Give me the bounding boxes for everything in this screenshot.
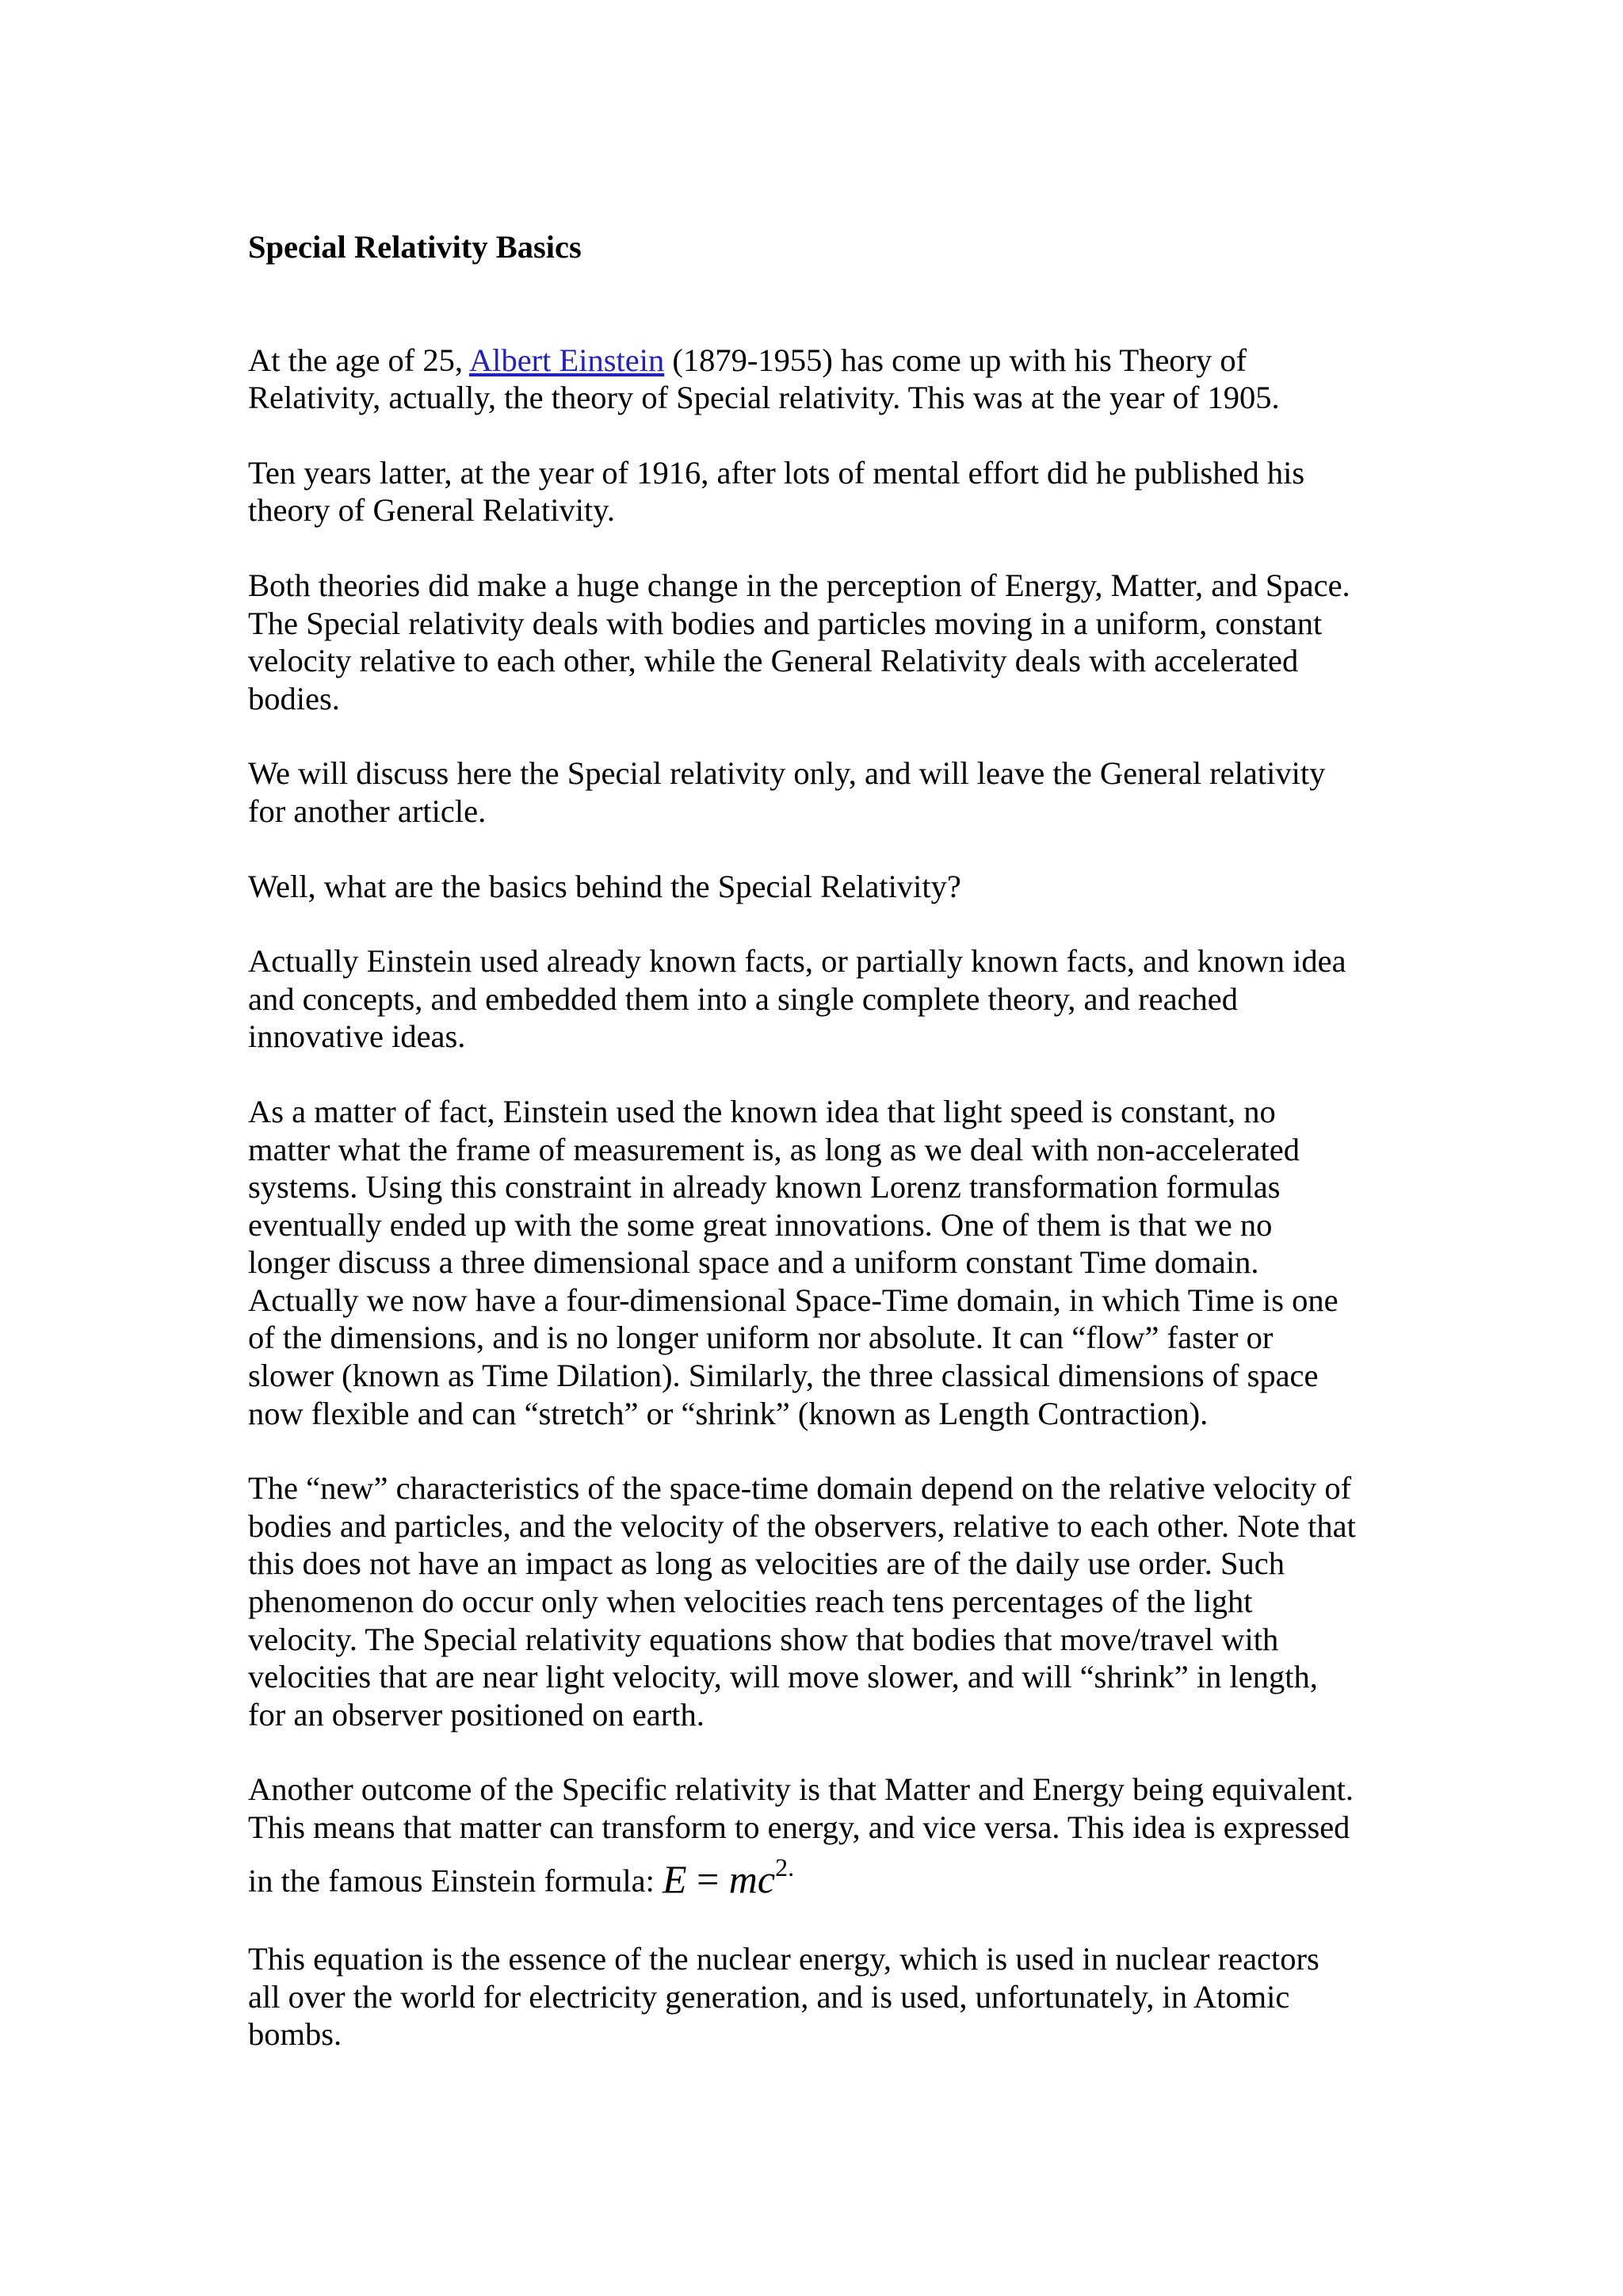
albert-einstein-link[interactable]: Albert Einstein [468, 342, 665, 378]
formula-energy-symbol: E [663, 1857, 687, 1902]
paragraph-7-line: As a matter of fact, Einstein used the known idea that light speed is constant, no [248, 1093, 1276, 1129]
paragraph-7-line: slower (known as Time Dilation). Similarly, the three classical dimensions of space [248, 1358, 1319, 1394]
paragraph-10-line: all over the world for electricity generation, and is used, unfortunately, in Atomic [248, 1978, 1290, 2015]
paragraph-6-line: innovative ideas. [248, 1018, 466, 1055]
paragraph-6-line: Actually Einstein used already known facts, or partially known facts, and known idea [248, 943, 1346, 980]
paragraph-3-line: The Special relativity deals with bodies and particles moving in a uniform, constant [248, 605, 1323, 641]
paragraph-4-line: We will discuss here the Special relativity only, and will leave the General relativity [248, 755, 1326, 792]
paragraph-8-line: bodies and particles, and the velocity of the observers, relative to each other. Note that [248, 1507, 1356, 1544]
paragraph-6 [248, 942, 1405, 1056]
formula-intro-text: in the famous Einstein formula: [248, 1862, 663, 1899]
paragraph-3-line: Both theories did make a huge change in the perception of Energy, Matter, and Space. [248, 567, 1350, 603]
paragraph-3-line: velocity relative to each other, while the General Relativity deals with accelerated [248, 643, 1299, 679]
paragraph-1-text-before-link: At the age of 25, [248, 342, 469, 378]
paragraph-2-line: theory of General Relativity. [248, 492, 615, 529]
paragraph-1-text-after-link: (1879-1955) has come up with his Theory of [664, 342, 1247, 378]
formula-exponent: 2. [775, 1852, 795, 1881]
paragraph-8-line: this does not have an impact as long as velocities are of the daily use order. Such [248, 1545, 1285, 1582]
paragraph-1-line-2: Relativity, actually, the theory of Special relativity. This was at the year of 1905. [248, 380, 1280, 416]
paragraph-4 [248, 755, 1405, 830]
paragraph-5 [248, 868, 1405, 906]
paragraph-3 [248, 567, 1405, 717]
paragraph-10-line: bombs. [248, 2016, 342, 2053]
paragraph-8-line: phenomenon do occur only when velocities reach tens percentages of the light [248, 1584, 1253, 1620]
paragraph-8-line: velocity. The Special relativity equations show that bodies that move/travel with [248, 1621, 1279, 1657]
paragraph-7-line: of the dimensions, and is no longer uniform nor absolute. It can “flow” faster or [248, 1320, 1274, 1356]
paragraph-1-line-1 [248, 342, 1405, 380]
paragraph-9 [248, 1771, 1405, 1903]
paragraph-5-line: Well, what are the basics behind the Special Relativity? [248, 868, 961, 904]
paragraph-2-line: Ten years latter, at the year of 1916, after lots of mental effort did he published his [248, 454, 1305, 491]
paragraph-4-line: for another article. [248, 793, 487, 829]
document-page [248, 228, 1405, 2053]
paragraph-6-line: and concepts, and embedded them into a single complete theory, and reached [248, 980, 1239, 1017]
formula-mass-light-symbol: mc [728, 1857, 776, 1902]
paragraph-7-line: eventually ended up with the some great innovations. One of them is that we no [248, 1206, 1273, 1243]
paragraph-7-line: longer discuss a three dimensional space and a uniform constant Time domain. [248, 1244, 1259, 1281]
paragraph-9-line: This means that matter can transform to energy, and vice versa. This idea is expressed [248, 1809, 1350, 1845]
einstein-formula [663, 1852, 795, 1902]
paragraph-1 [248, 342, 1405, 417]
paragraph-7 [248, 1093, 1405, 1432]
formula-equals: = [686, 1857, 729, 1902]
paragraph-8-line: for an observer positioned on earth. [248, 1696, 705, 1733]
paragraph-7-line: matter what the frame of measurement is, as long as we deal with non-accelerated [248, 1131, 1300, 1167]
paragraph-7-line: Actually we now have a four-dimensional Space-Time domain, in which Time is one [248, 1282, 1338, 1318]
paragraph-7-line: now flexible and can “stretch” or “shrink” (known as Length Contraction). [248, 1395, 1209, 1431]
paragraph-8 [248, 1469, 1405, 1733]
paragraph-7-line: systems. Using this constraint in already known Lorenz transformation formulas [248, 1169, 1281, 1205]
paragraph-8-line: The “new” characteristics of the space-time domain depend on the relative velocity of [248, 1470, 1352, 1507]
paragraph-9-line: Another outcome of the Specific relativity is that Matter and Energy being equivalent. [248, 1771, 1354, 1808]
paragraph-8-line: velocities that are near light velocity, will move slower, and will “shrink” in length, [248, 1659, 1318, 1695]
paragraph-2 [248, 454, 1405, 529]
paragraph-9-formula-line [248, 1847, 1405, 1904]
paragraph-3-line: bodies. [248, 680, 340, 716]
document-title: Special Relativity Basics [248, 229, 582, 265]
paragraph-10 [248, 1940, 1405, 2053]
paragraph-10-line: This equation is the essence of the nuclear energy, which is used in nuclear reactors [248, 1941, 1319, 1977]
